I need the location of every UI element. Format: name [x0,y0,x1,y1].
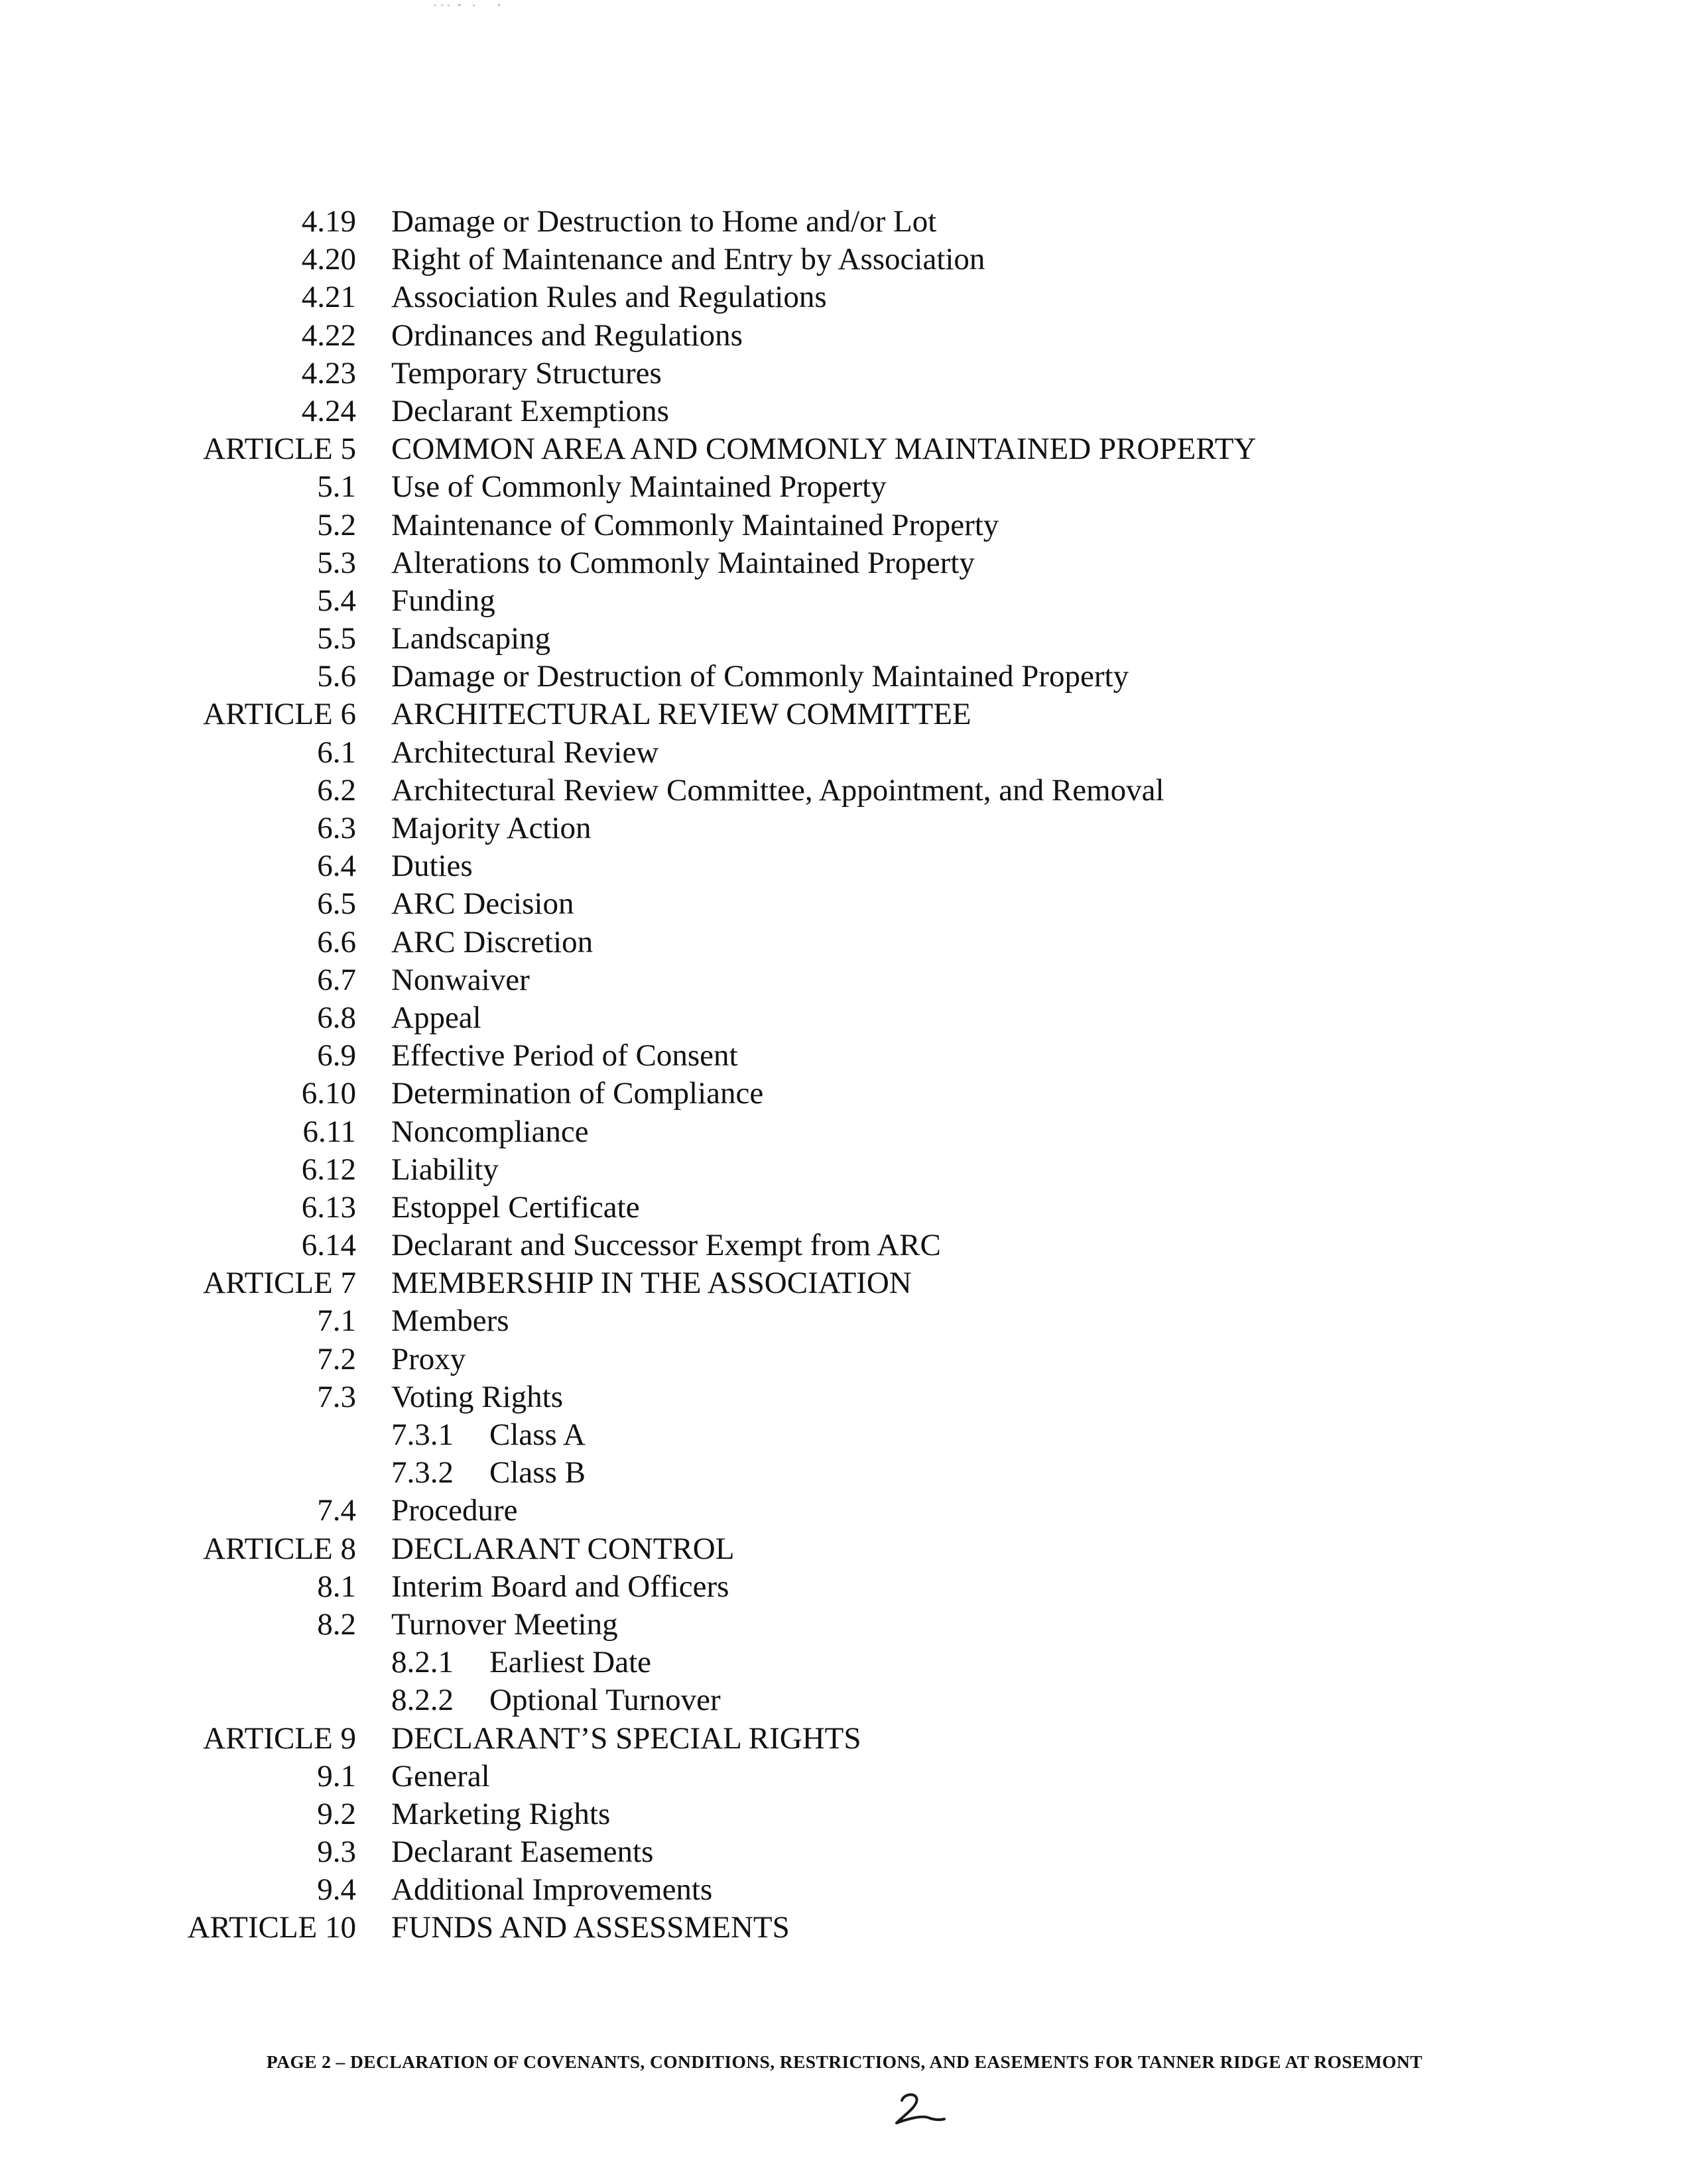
toc-section-row [0,1151,1689,1189]
toc-entry-number: 8.1 [317,1569,356,1604]
toc-entry-title: FUNDS AND ASSESSMENTS [391,1910,790,1945]
toc-entry-number: 5.3 [317,545,356,580]
toc-entry-number: 9.3 [317,1835,356,1870]
toc-subsection-row [0,1416,1689,1454]
toc-entry-title: ARC Decision [391,886,574,922]
toc-entry-title: ARC Discretion [391,924,594,959]
toc-entry-number: 6.7 [317,962,356,997]
toc-entry-number: 8.2 [317,1607,356,1642]
toc-section-row [0,734,1689,772]
toc-section-row [0,1302,1689,1340]
toc-section-row [0,1378,1689,1416]
toc-entry-number: 6.1 [317,735,356,770]
toc-section-row [0,1795,1689,1833]
toc-entry-title: DECLARANT’S SPECIAL RIGHTS [391,1721,861,1756]
toc-entry-number: 8.2.1 [391,1645,454,1680]
toc-entry-number: ARTICLE 10 [187,1910,356,1945]
toc-entry-title: Earliest Date [489,1645,652,1680]
toc-section-row [0,1606,1689,1644]
toc-entry-title: Members [391,1304,509,1339]
toc-section-row [0,1758,1689,1795]
toc-entry-title: Ordinances and Regulations [391,318,743,353]
toc-article-row [0,696,1689,733]
toc-entry-number: 7.3.1 [391,1418,454,1452]
toc-section-row [0,1568,1689,1606]
handwritten-page-number [887,2086,947,2136]
toc-entry-number: 4.22 [301,318,356,353]
page-footer: PAGE 2 – DECLARATION OF COVENANTS, CONDITIONS, RESTRICTIONS, AND EASEMENTS FOR TANNER RIDGE AT ROSEMONT [266,2051,1423,2072]
toc-entry-title: Use of Commonly Maintained Property [391,469,887,505]
toc-section-row [0,582,1689,620]
toc-entry-number: 9.4 [317,1872,356,1908]
toc-section-row [0,658,1689,696]
toc-entry-number: 6.9 [317,1038,356,1073]
toc-entry-number: 6.8 [317,1000,356,1035]
toc-entry-title: Noncompliance [391,1114,589,1149]
toc-entry-title: Estoppel Certificate [391,1189,640,1225]
toc-section-row [0,203,1689,241]
toc-entry-number: 6.4 [317,849,356,884]
toc-entry-number: 5.2 [317,507,356,542]
toc-entry-title: Appeal [391,1000,481,1035]
toc-entry-title: Nonwaiver [391,962,530,997]
toc-entry-number: 6.5 [317,886,356,922]
toc-section-row [0,1075,1689,1113]
toc-section-row [0,1227,1689,1264]
toc-section-row [0,772,1689,810]
toc-section-row [0,1492,1689,1530]
toc-section-row [0,278,1689,316]
toc-article-row [0,1720,1689,1758]
toc-entry-number: 5.1 [317,469,356,505]
toc-section-row [0,241,1689,278]
toc-entry-number: 6.3 [317,811,356,845]
toc-entry-title: ARCHITECTURAL REVIEW COMMITTEE [391,697,971,732]
toc-section-row [0,924,1689,961]
toc-entry-number: 4.24 [301,393,356,428]
toc-entry-number: 7.4 [317,1493,356,1528]
toc-entry-title: Effective Period of Consent [391,1038,738,1073]
toc-entry-title: MEMBERSHIP IN THE ASSOCIATION [391,1266,912,1301]
toc-entry-title: Maintenance of Commonly Maintained Property [391,507,999,542]
toc-entry-title: Liability [391,1152,499,1187]
toc-subsection-row [0,1454,1689,1492]
toc-entry-title: Class B [489,1455,586,1490]
toc-entry-number: 6.2 [317,772,356,808]
toc-article-row [0,430,1689,468]
toc-entry-number: 8.2.2 [391,1683,454,1718]
toc-section-row [0,1871,1689,1909]
toc-entry-title: Duties [391,849,473,884]
toc-section-row [0,468,1689,506]
toc-entry-number: 6.10 [301,1076,356,1111]
toc-entry-number: 4.19 [301,204,356,239]
toc-entry-title: Declarant and Successor Exempt from ARC [391,1228,941,1263]
toc-subsection-row [0,1681,1689,1719]
toc-entry-number: 7.2 [317,1341,356,1376]
toc-entry-title: Voting Rights [391,1379,564,1414]
toc-entry-number: 7.3 [317,1379,356,1414]
toc-entry-title: Turnover Meeting [391,1607,618,1642]
table-of-contents [0,203,1689,1947]
toc-entry-number: ARTICLE 9 [203,1721,356,1756]
toc-entry-number: ARTICLE 6 [203,697,356,732]
toc-entry-title: Association Rules and Regulations [391,280,827,315]
toc-article-row [0,1264,1689,1302]
toc-entry-title: DECLARANT CONTROL [391,1531,735,1566]
toc-section-row [0,317,1689,355]
toc-article-row [0,1530,1689,1568]
toc-entry-title: Declarant Exemptions [391,393,669,428]
toc-entry-number: 4.23 [301,355,356,391]
toc-entry-number: 4.20 [301,242,356,277]
toc-entry-title: Temporary Structures [391,355,662,391]
toc-section-row [0,1833,1689,1871]
toc-entry-title: Declarant Easements [391,1835,654,1870]
toc-entry-number: 5.5 [317,621,356,656]
toc-entry-title: Optional Turnover [489,1683,721,1718]
toc-entry-title: Class A [489,1418,586,1452]
toc-entry-number: ARTICLE 8 [203,1531,356,1566]
toc-entry-number: 6.12 [301,1152,356,1187]
toc-entry-title: Alterations to Commonly Maintained Property [391,545,975,580]
toc-section-row [0,1113,1689,1151]
toc-entry-title: Right of Maintenance and Entry by Association [391,242,985,277]
toc-entry-number: 7.3.2 [391,1455,454,1490]
toc-entry-title: Architectural Review [391,735,659,770]
toc-entry-number: ARTICLE 7 [203,1266,356,1301]
toc-section-row [0,847,1689,885]
toc-section-row [0,999,1689,1037]
toc-entry-number: 9.1 [317,1758,356,1793]
toc-entry-number: 5.4 [317,583,356,618]
scan-artifact-marks [434,1,514,13]
toc-entry-number: 6.13 [301,1189,356,1225]
toc-section-row [0,885,1689,923]
toc-section-row [0,1341,1689,1378]
toc-entry-title: Funding [391,583,495,618]
toc-entry-title: Landscaping [391,621,551,656]
toc-entry-title: Additional Improvements [391,1872,713,1908]
toc-entry-title: Determination of Compliance [391,1076,764,1111]
toc-article-row [0,1909,1689,1947]
toc-entry-number: 6.11 [302,1114,356,1149]
toc-entry-title: Marketing Rights [391,1796,611,1831]
toc-entry-number: 5.6 [317,659,356,694]
toc-entry-title: Proxy [391,1341,466,1376]
toc-entry-title: COMMON AREA AND COMMONLY MAINTAINED PROPERTY [391,432,1257,467]
toc-entry-title: Interim Board and Officers [391,1569,729,1604]
toc-entry-title: Damage or Destruction of Commonly Maintained Property [391,659,1129,694]
toc-section-row [0,1037,1689,1075]
toc-section-row [0,620,1689,658]
toc-entry-number: 4.21 [301,280,356,315]
toc-entry-title: Architectural Review Committee, Appointment, and Removal [391,772,1164,808]
toc-section-row [0,393,1689,430]
toc-entry-number: 6.6 [317,924,356,959]
toc-entry-title: Procedure [391,1493,518,1528]
toc-entry-title: General [391,1758,490,1793]
toc-subsection-row [0,1644,1689,1681]
toc-entry-number: ARTICLE 5 [203,432,356,467]
toc-section-row [0,544,1689,582]
toc-section-row [0,355,1689,393]
toc-entry-title: Damage or Destruction to Home and/or Lot [391,204,937,239]
toc-section-row [0,810,1689,847]
toc-entry-number: 6.14 [301,1228,356,1263]
toc-section-row [0,961,1689,999]
toc-entry-number: 9.2 [317,1796,356,1831]
toc-entry-number: 7.1 [317,1304,356,1339]
toc-section-row [0,507,1689,544]
toc-section-row [0,1189,1689,1227]
toc-entry-title: Majority Action [391,811,592,845]
